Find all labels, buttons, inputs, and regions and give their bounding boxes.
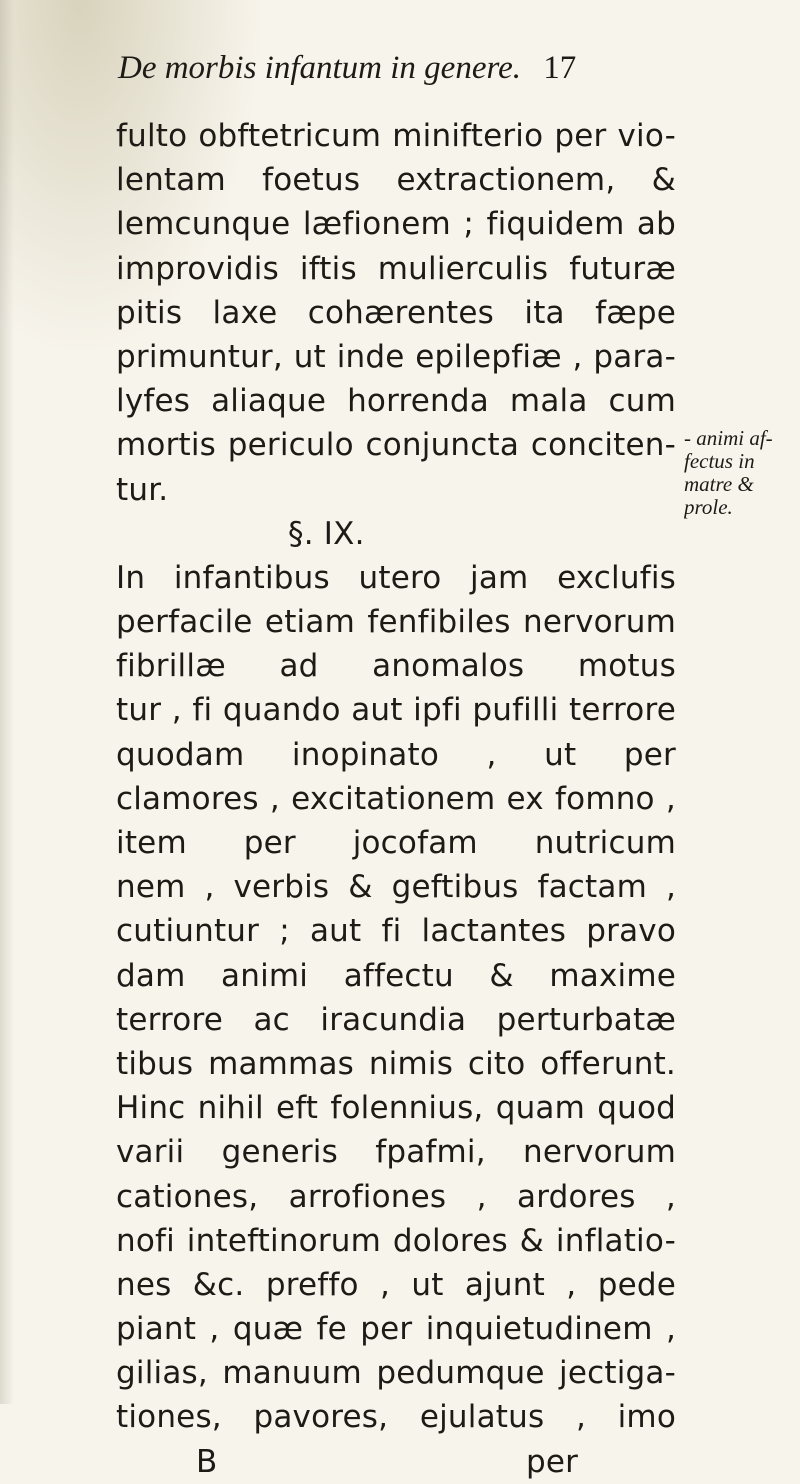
marginal-note-line: matre & — [684, 472, 754, 496]
text-line: clamores , excitationem ex fomno , — [116, 780, 676, 817]
text-line: mortis periculo conjuncta conciten- — [116, 427, 676, 464]
section-heading: §. IX. — [288, 515, 365, 552]
text-line: varii generis fpafmi, nervorum — [116, 1134, 676, 1171]
text-line: nofi inteftinorum dolores & inflatio- — [116, 1222, 676, 1259]
text-line: Hinc nihil eft folennius, quam quod — [116, 1090, 676, 1127]
text-line: cationes, arrofiones , ardores , — [116, 1178, 676, 1215]
running-header — [118, 48, 688, 88]
text-line: gilias, manuum pedumque jectiga- — [116, 1355, 676, 1392]
text-line: cutiuntur ; aut fi lactantes pravo — [116, 913, 676, 950]
marginal-note — [684, 427, 800, 519]
text-line: quodam inopinato , ut per — [116, 736, 676, 773]
marginal-note-line: fectus in — [684, 449, 755, 473]
text-line: lemcunque læfionem ; fiquidem ab — [116, 206, 676, 243]
text-line: nes &c. preffo , ut ajunt , pede — [116, 1266, 676, 1303]
text-line: piant , quæ fe per inquietudinem , — [116, 1311, 676, 1348]
body-text — [116, 114, 676, 1484]
marginal-note-line: prole. — [684, 495, 733, 519]
text-line: improvidis iftis mulierculis futuræ — [116, 250, 676, 287]
text-line: nem , verbis & geftibus factam , — [116, 869, 676, 906]
text-line: terrore ac iracundia perturbatæ — [116, 1001, 676, 1038]
text-line: lentam foetus extractionem, & — [116, 162, 676, 199]
text-line: perfacile etiam fenfibiles nervorum — [116, 604, 676, 641]
text-line: tur. — [116, 471, 169, 508]
text-line: tur , fi quando aut ipfi pufilli terrore — [116, 692, 676, 729]
text-line: item per jocofam nutricum — [116, 825, 676, 861]
text-line: fibrillæ ad anomalos motus — [116, 648, 676, 685]
text-line: pitis laxe cohærentes ita fæpe — [116, 294, 676, 331]
text-line: lyfes aliaque horrenda mala cum — [116, 383, 676, 420]
catchword: per — [526, 1443, 579, 1480]
text-line: dam animi affectu & maxime — [116, 957, 676, 994]
text-line: fulto obftetricum minifterio per vio- — [116, 118, 676, 154]
page-number: 17 — [543, 50, 577, 86]
page-footer — [116, 1440, 676, 1484]
text-line: primuntur, ut inde epilepfiæ , para- — [116, 338, 676, 375]
running-title: De morbis infantum in genere. — [118, 50, 521, 86]
text-line: In infantibus utero jam exclufis — [116, 559, 676, 596]
signature-mark: B — [196, 1443, 218, 1480]
marginal-note-line: - animi af- — [684, 427, 773, 450]
text-line: tiones, pavores, ejulatus , imo — [116, 1399, 676, 1436]
text-line: tibus mammas nimis cito offerunt. — [116, 1045, 676, 1082]
